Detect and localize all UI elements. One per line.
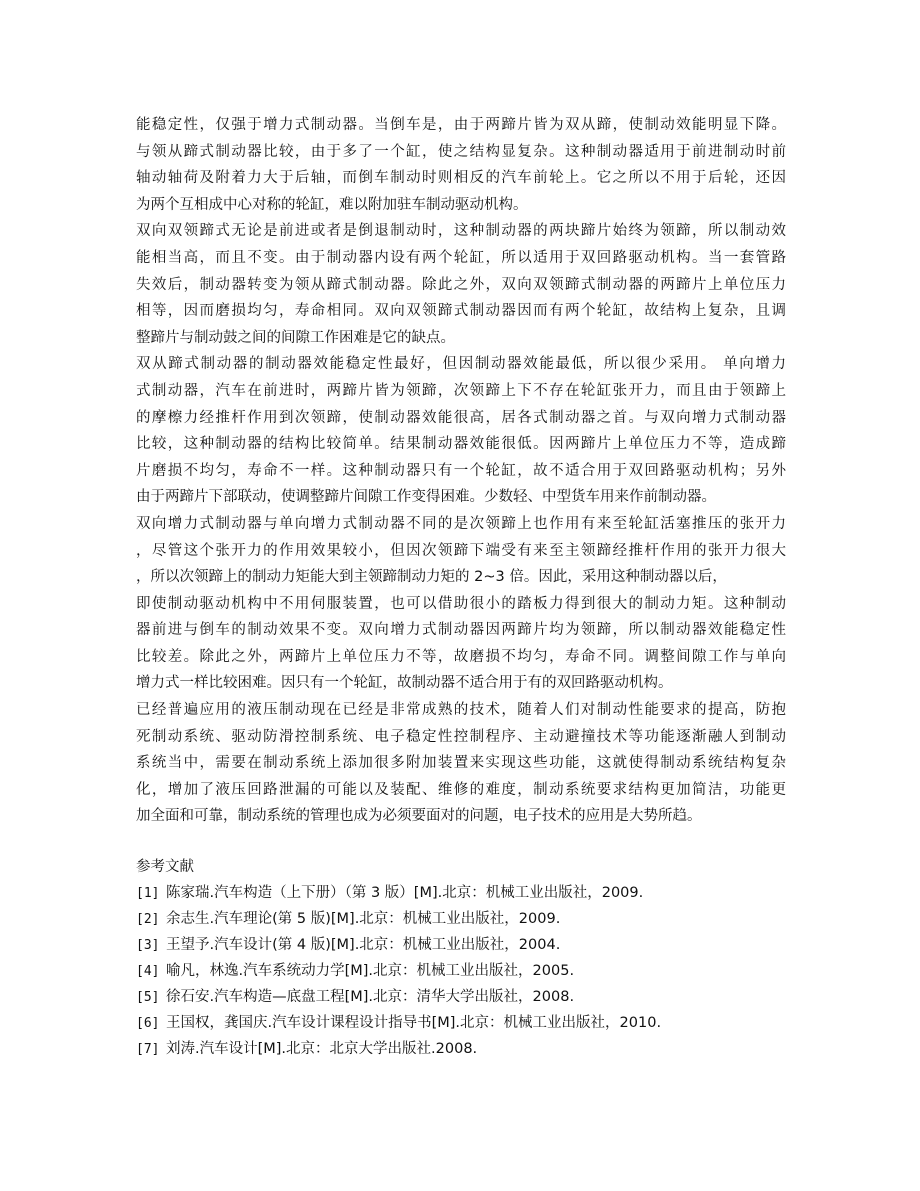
reference-text: 余志生.汽车理论(第 5 版)[M].北京：机械工业出版社，2009. <box>166 911 561 928</box>
reference-text: 王国权，龚国庆.汽车设计课程设计指导书[M].北京：机械工业出版社，2010. <box>166 1015 662 1032</box>
text-line: ，所以次领蹄上的制动力矩能大到主领蹄制动力矩的 2~3 倍。因此，采用这种制动器以后， <box>136 569 727 586</box>
text-line: ，尽管这个张开力的作用效果较小，但因次领蹄下端受有来至主领蹄经推杆作用的张开力很大 <box>136 542 786 559</box>
reference-item <box>136 906 786 932</box>
text-line: 化，增加了液压回路泄漏的可能以及装配、维修的难度，制动系统要求结构更加简洁，功能更 <box>136 781 786 798</box>
text-line: 比较，这种制动器的结构比较简单。结果制动器效能很低。因两蹄片上单位压力不等，造成蹄 <box>136 436 786 453</box>
reference-item <box>136 932 786 958</box>
reference-item <box>136 1010 786 1036</box>
reference-number: [6] <box>136 1016 160 1032</box>
document-page <box>136 112 786 1062</box>
reference-text: 徐石安.汽车构造—底盘工程[M].北京：清华大学出版社，2008. <box>166 989 575 1006</box>
text-line: 能相当高，而且不变。由于制动器内设有两个轮缸，所以适用于双回路驱动机构。当一套管路 <box>136 249 786 266</box>
reference-number: [1] <box>136 886 160 902</box>
text-line: 双向增力式制动器与单向增力式制动器不同的是次领蹄上也作用有来至轮缸活塞推压的张开力 <box>136 515 786 532</box>
text-line: 为两个互相成中心对称的轮缸，难以附加驻车制动驱动机构。 <box>136 196 528 213</box>
text-line: 整蹄片与制动鼓之间的间隙工作困难是它的缺点。 <box>136 329 455 346</box>
reference-text: 刘涛.汽车设计[M].北京：北京大学出版社.2008. <box>166 1041 478 1058</box>
reference-item <box>136 880 786 906</box>
text-line: 双向双领蹄式无论是前进或者是倒退制动时，这种制动器的两块蹄片始终为领蹄，所以制动效 <box>136 223 786 240</box>
references-title: 参考文献 <box>136 859 194 876</box>
reference-item <box>136 1036 786 1062</box>
text-line: 器前进与倒车的制动效果不变。双向增力式制动器因两蹄片均为领蹄，所以制动器效能稳定性 <box>136 622 786 639</box>
text-line: 由于两蹄片下部联动，使调整蹄片间隙工作变得困难。少数轻、中型货车用来作前制动器。 <box>136 489 716 506</box>
reference-number: [7] <box>136 1042 160 1058</box>
text-line: 已经普遍应用的液压制动现在已经是非常成熟的技术，随着人们对制动性能要求的提高，防抱 <box>136 702 786 719</box>
text-line: 双从蹄式制动器的制动器效能稳定性最好，但因制动器效能最低，所以很少采用。 单向增力 <box>136 356 786 373</box>
reference-text: 陈家瑞.汽车构造（上下册）（第 3 版）[M].北京：机械工业出版社，2009. <box>166 885 644 902</box>
text-line: 能稳定性，仅强于增力式制动器。当倒车是，由于两蹄片皆为双从蹄，使制动效能明显下降。 <box>136 117 786 133</box>
text-line: 系统当中，需要在制动系统上添加很多附加装置来实现这些功能，这就使得制动系统结构复杂 <box>136 755 786 772</box>
reference-item <box>136 984 786 1010</box>
text-line: 比较差。除此之外，两蹄片上单位压力不等，故磨损不均匀，寿命不同。调整间隙工作与单向 <box>136 648 786 665</box>
reference-text: 王望予.汽车设计(第 4 版)[M].北京：机械工业出版社，2004. <box>166 937 561 954</box>
reference-item <box>136 958 786 984</box>
reference-number: [3] <box>136 938 160 954</box>
text-line: 相等，因而磨损均匀，寿命相同。双向双领蹄式制动器因而有两个轮缸，故结构上复杂，且调 <box>136 303 786 320</box>
body-text <box>136 112 786 830</box>
reference-number: [5] <box>136 990 160 1006</box>
text-line: 即使制动驱动机构中不用伺服装置，也可以借助很小的踏板力得到很大的制动力矩。这种制动 <box>136 595 786 612</box>
text-line: 式制动器，汽车在前进时，两蹄片皆为领蹄，次领蹄上下不存在轮缸张开力，而且由于领蹄上 <box>136 382 786 399</box>
reference-number: [4] <box>136 964 160 980</box>
text-line: 轴动轴荷及附着力大于后轴，而倒车制动时则相反的汽车前轮上。它之所以不用于后轮，还因 <box>136 170 786 187</box>
text-line: 片磨损不均匀，寿命不一样。这种制动器只有一个轮缸，故不适合用于双回路驱动机构；另外 <box>136 462 786 479</box>
text-line: 增力式一样比较困难。因只有一个轮缸，故制动器不适合用于有的双回路驱动机构。 <box>136 675 673 692</box>
text-line: 死制动系统、驱动防滑控制系统、电子稳定性控制程序、主动避撞技术等功能逐渐融人到制动 <box>136 728 786 745</box>
text-line: 加全面和可靠，制动系统的管理也成为必须要面对的问题，电子技术的应用是大势所趋。 <box>136 808 702 825</box>
section-gap <box>136 830 786 854</box>
text-line: 失效后，制动器转变为领从蹄式制动器。除此之外，双向双领蹄式制动器的两蹄片上单位压力 <box>136 276 786 293</box>
text-line: 与领从蹄式制动器比较，由于多了一个缸，使之结构显复杂。这种制动器适用于前进制动时前 <box>136 143 786 160</box>
reference-number: [2] <box>136 912 160 928</box>
references-section <box>136 854 786 1062</box>
reference-text: 喻凡，林逸.汽车系统动力学[M].北京：机械工业出版社，2005. <box>166 963 575 980</box>
text-line: 的摩檫力经推杆作用到次领蹄，使制动器效能很高，居各式制动器之首。与双向增力式制动器 <box>136 409 786 426</box>
